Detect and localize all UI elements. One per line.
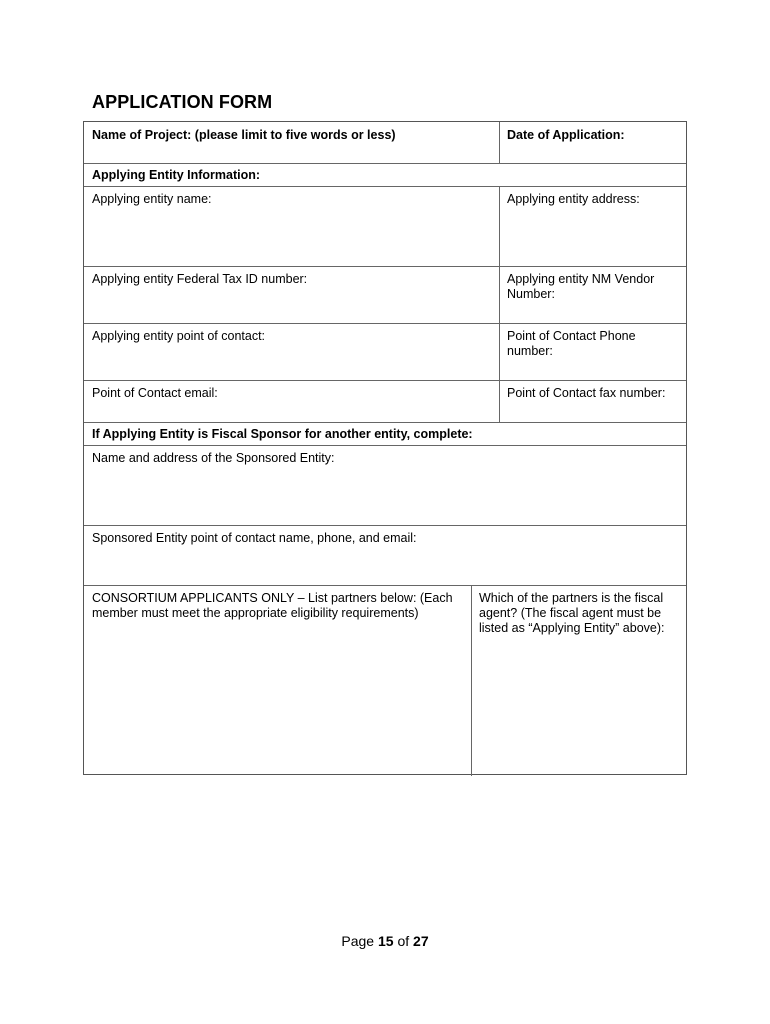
point-of-contact-field[interactable] bbox=[84, 323, 499, 380]
page-number bbox=[0, 933, 770, 949]
nm-vendor-number-field[interactable] bbox=[499, 266, 686, 323]
contact-phone-field[interactable] bbox=[499, 323, 686, 380]
federal-tax-id-label: Applying entity Federal Tax ID number: bbox=[92, 272, 308, 286]
nm-vendor-number-label: Applying entity NM Vendor Number: bbox=[507, 272, 655, 301]
fiscal-sponsor-section-header bbox=[84, 422, 686, 445]
contact-fax-label: Point of Contact fax number: bbox=[507, 386, 666, 400]
entity-address-label: Applying entity address: bbox=[507, 192, 640, 206]
fiscal-agent-field[interactable] bbox=[471, 585, 686, 774]
project-name-field[interactable] bbox=[84, 122, 499, 163]
page-word: Page bbox=[341, 933, 375, 949]
sponsored-entity-name-label: Name and address of the Sponsored Entity: bbox=[92, 451, 335, 465]
project-name-label: Name of Project: (please limit to five words or less) bbox=[92, 128, 396, 142]
contact-email-label: Point of Contact email: bbox=[92, 386, 218, 400]
page-current: 15 bbox=[377, 933, 394, 949]
entity-address-field[interactable] bbox=[499, 186, 686, 266]
application-form-table bbox=[83, 121, 687, 775]
date-of-application-field[interactable] bbox=[499, 122, 686, 163]
page-total: 27 bbox=[413, 933, 429, 949]
contact-phone-label: Point of Contact Phone number: bbox=[507, 329, 636, 358]
federal-tax-id-field[interactable] bbox=[84, 266, 499, 323]
sponsored-contact-label: Sponsored Entity point of contact name, phone, and email: bbox=[92, 531, 417, 545]
entity-section-header bbox=[84, 163, 686, 186]
page-of-word: of bbox=[397, 933, 410, 949]
fiscal-agent-label: Which of the partners is the fiscal agent? (The fiscal agent must be listed as “Applying Entity” above): bbox=[479, 591, 665, 635]
consortium-partners-label: CONSORTIUM APPLICANTS ONLY – List partners below: (Each member must meet the appropriate eligibility requirements) bbox=[92, 591, 453, 620]
form-title: APPLICATION FORM bbox=[92, 92, 273, 112]
entity-name-field[interactable] bbox=[84, 186, 499, 266]
point-of-contact-label: Applying entity point of contact: bbox=[92, 329, 266, 343]
sponsored-contact-field[interactable] bbox=[84, 525, 686, 585]
entity-section-header-text: Applying Entity Information: bbox=[92, 168, 261, 182]
fiscal-sponsor-header-text: If Applying Entity is Fiscal Sponsor for another entity, complete: bbox=[92, 427, 473, 441]
consortium-partners-field[interactable] bbox=[84, 585, 471, 774]
contact-email-field[interactable] bbox=[84, 380, 499, 422]
contact-fax-field[interactable] bbox=[499, 380, 686, 422]
entity-name-label: Applying entity name: bbox=[92, 192, 212, 206]
date-of-application-label: Date of Application: bbox=[507, 128, 625, 142]
sponsored-entity-name-field[interactable] bbox=[84, 445, 686, 525]
